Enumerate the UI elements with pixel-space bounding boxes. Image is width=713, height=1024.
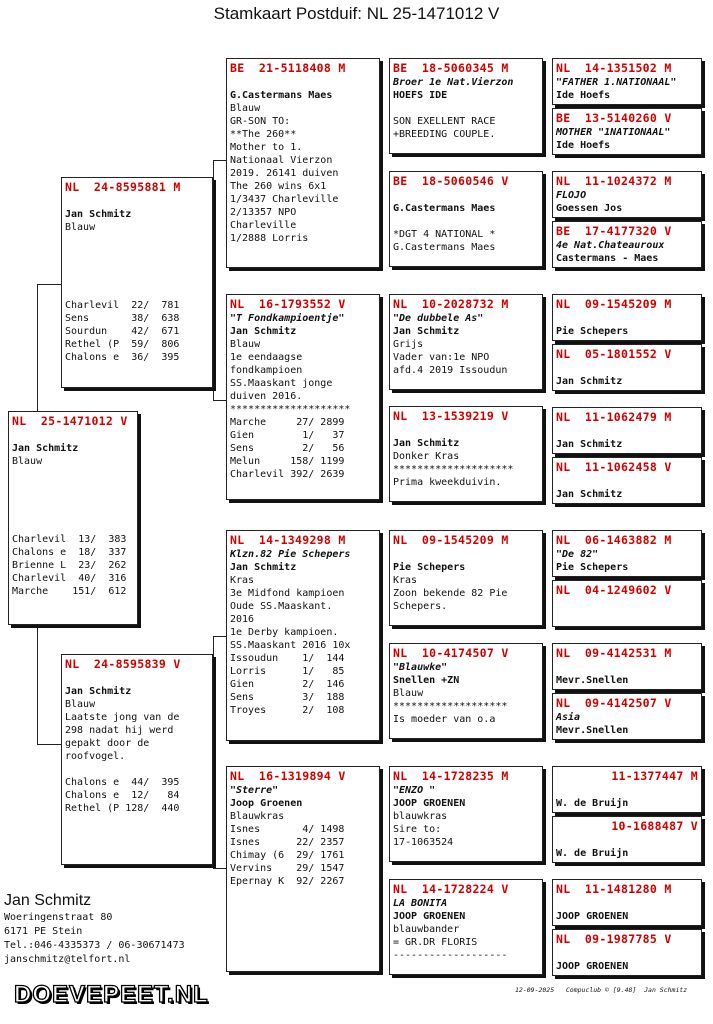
info-line — [393, 548, 539, 561]
ring-number: BE 17-4177320 V — [556, 224, 672, 238]
info-line: 2016 — [230, 614, 255, 625]
breeder-name: JOOP GROENEN — [556, 911, 629, 922]
pedigree-card-mmf[interactable] — [389, 766, 543, 862]
pedigree-card-gen4[interactable] — [552, 221, 702, 268]
pigeon-nickname: "T Fondkampioentje" — [230, 313, 345, 324]
owner-city: 6171 PE Stein — [4, 926, 83, 937]
ring-number: BE 18-5060546 V — [393, 174, 509, 188]
info-line — [556, 834, 698, 847]
info-line: Blauw — [230, 339, 261, 350]
ring-number: NL 11-1062458 V — [556, 460, 672, 474]
info-line: SON EXELLENT RACE — [393, 116, 496, 127]
ring-number: NL 09-1545209 M — [393, 533, 509, 547]
ring-number: BE 18-5060345 M — [393, 61, 509, 75]
pedigree-card-mfm[interactable] — [389, 643, 543, 739]
ring-number: NL 09-4142507 V — [556, 696, 672, 710]
info-line: Chimay (6 29/ 1761 — [230, 850, 345, 861]
breeder-name: W. de Bruijn — [556, 848, 629, 859]
footer-credit: 12-09-2025 Compuclub © [9.48] Jan Schmitz — [515, 986, 688, 994]
info-line: Mother to 1. — [230, 142, 303, 153]
info-line: duiven 2016. — [230, 391, 303, 402]
breeder-name: Jan Schmitz — [556, 439, 623, 450]
breeder-name: Ide Hoefs — [556, 90, 611, 101]
pedigree-card-mff[interactable] — [389, 530, 543, 626]
breeder-name: Jan Schmitz — [230, 326, 297, 337]
connector-line — [213, 400, 226, 401]
info-line: Schepers. — [393, 601, 448, 612]
info-line: Isnes 4/ 1498 — [230, 824, 345, 835]
info-line: 1e Derby kampioen. — [230, 627, 339, 638]
breeder-name: JOOP GROENEN — [393, 911, 466, 922]
info-line: blauwbander — [393, 924, 460, 935]
owner-name: Jan Schmitz — [4, 892, 92, 909]
pedigree-card-mother[interactable] — [61, 654, 213, 865]
pedigree-card-mmm[interactable] — [389, 879, 543, 975]
pigeon-nickname: Broer 1e Nat.Vierzon — [393, 77, 514, 88]
pedigree-card-gen4[interactable] — [552, 344, 702, 391]
info-line: Charlevil 22/ 781 — [65, 300, 180, 311]
info-line — [393, 102, 539, 115]
info-line: 1e eendaagse — [230, 352, 303, 363]
pigeon-nickname: "De dubbele As" — [393, 313, 484, 324]
ring-number: NL 11-1062479 M — [556, 410, 672, 424]
breeder-name: G.Castermans Maes — [393, 203, 496, 214]
info-line — [393, 215, 539, 228]
pedigree-card-gen4[interactable] — [552, 294, 702, 341]
ring-number: NL 06-1463882 M — [556, 533, 672, 547]
info-line — [556, 947, 698, 960]
info-line: ------------------- — [393, 950, 508, 961]
pigeon-nickname: FLOJO — [556, 190, 587, 201]
breeder-name: HOEFS IDE — [393, 90, 448, 101]
owner-phone: Tel.:046-4335373 / 06-30671473 — [4, 940, 185, 951]
info-line: Nationaal Vierzon — [230, 155, 333, 166]
connector-line — [213, 160, 214, 400]
breeder-name: W. de Bruijn — [556, 798, 629, 809]
pedigree-card-fff[interactable] — [389, 58, 543, 154]
breeder-name: G.Castermans Maes — [230, 90, 333, 101]
ring-number: NL 04-1249602 V — [556, 583, 672, 597]
site-logo: DOEVEPEET.NL — [14, 981, 209, 1008]
info-line — [393, 424, 539, 437]
owner-email: janschmitz@telfort.nl — [4, 954, 131, 965]
pedigree-card-gen4[interactable] — [552, 643, 702, 690]
info-line: Vader van:1e NPO — [393, 352, 490, 363]
ring-number: NL 16-1319894 V — [230, 769, 346, 783]
ring-number: NL 14-1728224 V — [393, 882, 509, 896]
pigeon-nickname: MOTHER "1NATIONAAL" — [556, 127, 671, 138]
breeder-name: Jan Schmitz — [393, 326, 460, 337]
ring-number: NL 14-1351502 M — [556, 61, 672, 75]
info-line — [556, 425, 698, 438]
breeder-name: Jan Schmitz — [393, 438, 460, 449]
pigeon-nickname: "ENZO " — [393, 785, 436, 796]
info-line: afd.4 2019 Issoudun — [393, 365, 508, 376]
ring-number: NL 24-8595839 V — [65, 657, 181, 671]
info-line: Sens 38/ 638 — [65, 313, 180, 324]
info-line: Rethel (P 59/ 806 — [65, 339, 180, 350]
info-line: +BREEDING COUPLE. — [393, 129, 496, 140]
breeder-name: Jan Schmitz — [12, 443, 79, 454]
breeder-name: Pie Schepers — [556, 562, 629, 573]
pedigree-card-gen4[interactable] — [552, 816, 702, 863]
info-line — [12, 520, 134, 533]
info-line — [556, 312, 698, 325]
pigeon-nickname: "Blauwke" — [393, 662, 448, 673]
ring-number: NL 09-1545209 M — [556, 297, 672, 311]
info-line: GR-SON TO: — [230, 116, 291, 127]
info-line: roofvogel. — [65, 751, 126, 762]
info-line: ******************* — [393, 701, 508, 712]
info-line — [230, 76, 376, 89]
info-line — [65, 672, 209, 685]
info-line — [393, 189, 539, 202]
breeder-name: Jan Schmitz — [556, 489, 623, 500]
ring-number: NL 14-1728235 M — [393, 769, 509, 783]
connector-line — [213, 636, 214, 868]
info-line: Zoon bekende 82 Pie — [393, 588, 508, 599]
info-line — [65, 247, 209, 260]
ring-number: 11-1377447 M — [611, 769, 698, 783]
info-line: Chalons e 12/ 84 — [65, 790, 180, 801]
pedigree-card-gen4[interactable] — [552, 407, 702, 454]
info-line: Blauw — [65, 222, 96, 233]
info-line: Is moeder van o.a — [393, 714, 496, 725]
info-line: ******************** — [230, 404, 351, 415]
info-line: 1/2888 Lorris — [230, 233, 309, 244]
pedigree-card-ffm[interactable] — [389, 171, 543, 267]
info-line: 1/3437 Charleville — [230, 194, 339, 205]
info-line: *DGT 4 NATIONAL * — [393, 229, 496, 240]
info-line — [65, 286, 209, 299]
info-line: Marche 151/ 612 — [12, 586, 127, 597]
info-line: Lorris 1/ 85 — [230, 666, 345, 677]
connector-line — [37, 744, 61, 745]
breeder-name: Castermans - Maes — [556, 253, 659, 264]
info-line — [65, 260, 209, 273]
connector-line — [213, 160, 226, 161]
ring-number: BE 13-5140260 V — [556, 111, 672, 125]
ring-number: NL 24-8595881 M — [65, 180, 181, 194]
pedigree-card-fmm[interactable] — [389, 406, 543, 502]
info-line: Sens 3/ 188 — [230, 692, 345, 703]
info-line — [65, 195, 209, 208]
ring-number: NL 09-1987785 V — [556, 932, 672, 946]
pigeon-nickname: "Sterre" — [230, 785, 279, 796]
info-line: = GR.DR FLORIS — [393, 937, 478, 948]
info-line — [12, 429, 134, 442]
info-line: fondkampioen — [230, 365, 303, 376]
breeder-name: Ide Hoefs — [556, 140, 611, 151]
breeder-name: Jan Schmitz — [65, 209, 132, 220]
breeder-name: Jan Schmitz — [65, 686, 132, 697]
pedigree-card-gen4[interactable] — [552, 457, 702, 504]
connector-line — [37, 284, 61, 285]
info-line — [12, 468, 134, 481]
info-line: 298 nadat hij werd — [65, 725, 174, 736]
info-line — [556, 362, 698, 375]
info-line: Oude SS.Maaskant. — [230, 601, 333, 612]
breeder-name: Goessen Jos — [556, 203, 623, 214]
info-line: Charleville — [230, 220, 297, 231]
info-line: Blauw — [65, 699, 96, 710]
info-line — [556, 897, 698, 910]
ring-number: 10-1688487 V — [611, 819, 698, 833]
info-line — [65, 273, 209, 286]
breeder-name: Jan Schmitz — [230, 562, 297, 573]
info-line — [556, 475, 698, 488]
info-line: Isnes 22/ 2357 — [230, 837, 345, 848]
page-title: Stamkaart Postduif: NL 25-1471012 V — [213, 4, 500, 23]
info-line: Sire to: — [393, 824, 442, 835]
info-line: Sens 2/ 56 — [230, 443, 345, 454]
pedigree-card-root[interactable] — [8, 411, 138, 625]
info-line: Epernay K 92/ 2267 — [230, 876, 345, 887]
pigeon-nickname: LA BONITA — [393, 898, 448, 909]
info-line: Troyes 2/ 108 — [230, 705, 345, 716]
info-line — [12, 507, 134, 520]
info-line: 3e Midfond kampioen — [230, 588, 345, 599]
breeder-name: JOOP GROENEN — [556, 961, 629, 972]
pedigree-card-gen4[interactable] — [552, 530, 702, 577]
info-line — [12, 494, 134, 507]
info-line — [556, 611, 698, 624]
connector-line — [213, 636, 226, 637]
info-line — [556, 784, 698, 797]
info-line: gepakt door de — [65, 738, 150, 749]
info-line — [556, 661, 698, 674]
breeder-name: Jan Schmitz — [556, 376, 623, 387]
info-line: Melun 158/ 1199 — [230, 456, 345, 467]
info-line: 17-1063524 — [393, 837, 454, 848]
info-line: Charlevil 13/ 383 — [12, 534, 127, 545]
breeder-name: Mevr.Snellen — [556, 675, 629, 686]
pedigree-card-father-mother[interactable] — [226, 294, 380, 500]
ring-number: NL 09-4142531 M — [556, 646, 672, 660]
info-line: Brienne L 23/ 262 — [12, 560, 127, 571]
info-line: Charlevil 40/ 316 — [12, 573, 127, 584]
info-line: G.Castermans Maes — [393, 242, 496, 253]
ring-number: NL 13-1539219 V — [393, 409, 509, 423]
info-line: Sourdun 42/ 671 — [65, 326, 180, 337]
pedigree-card-gen4[interactable] — [552, 879, 702, 926]
pedigree-card-gen4[interactable] — [552, 693, 702, 740]
breeder-name: Mevr.Snellen — [556, 725, 629, 736]
info-line: Marche 27/ 2899 — [230, 417, 345, 428]
info-line: Rethel (P 128/ 440 — [65, 803, 180, 814]
info-line — [12, 481, 134, 494]
info-line: Blauw — [12, 456, 43, 467]
pedigree-card-mother-mother[interactable] — [226, 766, 380, 972]
info-line: Gien 2/ 146 — [230, 679, 345, 690]
breeder-name: Joop Groenen — [230, 798, 303, 809]
connector-line — [213, 868, 226, 869]
pigeon-nickname: Klzn.82 Pie Schepers — [230, 549, 351, 560]
ring-number: NL 10-4174507 V — [393, 646, 509, 660]
info-line: Issoudun 1/ 144 — [230, 653, 345, 664]
info-line: Blauw — [230, 103, 261, 114]
info-line: Charlevil 392/ 2639 — [230, 469, 345, 480]
info-line: 2019. 26141 duiven — [230, 168, 339, 179]
ring-number: NL 25-1471012 V — [12, 414, 128, 428]
info-line: Laatste jong van de — [65, 712, 180, 723]
pedigree-card-gen4[interactable] — [552, 108, 702, 155]
pedigree-card-gen4[interactable] — [552, 766, 702, 813]
info-line: Grijs — [393, 339, 424, 350]
owner-street: Woeringenstraat 80 — [4, 912, 113, 923]
info-line — [65, 234, 209, 247]
pedigree-card-father-father[interactable] — [226, 58, 380, 268]
info-line: Chalons e 36/ 395 — [65, 352, 180, 363]
owner-info — [4, 891, 185, 967]
pedigree-card-gen4[interactable] — [552, 929, 702, 976]
info-line: ******************** — [393, 464, 514, 475]
info-line: The 260 wins 6x1 — [230, 181, 327, 192]
info-line — [556, 598, 698, 611]
pedigree-card-mother-father[interactable] — [226, 530, 380, 741]
info-line: 2/13357 NPO — [230, 207, 297, 218]
pedigree-card-gen4[interactable] — [552, 580, 702, 627]
pigeon-nickname: "FATHER 1.NATIONAAL" — [556, 77, 677, 88]
pigeon-nickname: 4e Nat.Chateauroux — [556, 240, 665, 251]
info-line: SS.Maaskant 2016 10x — [230, 640, 351, 651]
pigeon-nickname: Asia — [556, 712, 581, 723]
info-line: Prima kweekduivin. — [393, 477, 502, 488]
ring-number: NL 11-1481280 M — [556, 882, 672, 896]
info-line: Kras — [393, 575, 418, 586]
info-line: Blauwkras — [230, 811, 285, 822]
ring-number: NL 05-1801552 V — [556, 347, 672, 361]
ring-number: NL 11-1024372 M — [556, 174, 672, 188]
ring-number: NL 16-1793552 V — [230, 297, 346, 311]
ring-number: NL 14-1349298 M — [230, 533, 346, 547]
ring-number: BE 21-5118408 M — [230, 61, 346, 75]
info-line: SS.Maaskant jonge — [230, 378, 333, 389]
info-line: Chalons e 18/ 337 — [12, 547, 127, 558]
pigeon-nickname: "De 82" — [556, 549, 599, 560]
pedigree-card-gen4[interactable] — [552, 58, 702, 105]
breeder-name: Pie Schepers — [556, 326, 629, 337]
breeder-name: Snellen +ZN — [393, 675, 460, 686]
pedigree-card-father[interactable] — [61, 177, 213, 388]
info-line: Kras — [230, 575, 255, 586]
ring-number: NL 10-2028732 M — [393, 297, 509, 311]
pedigree-card-fmf[interactable] — [389, 294, 543, 390]
info-line: Chalons e 44/ 395 — [65, 777, 180, 788]
breeder-name: Pie Schepers — [393, 562, 466, 573]
info-line: Blauw — [393, 688, 424, 699]
info-line: Donker Kras — [393, 451, 460, 462]
info-line: blauwkras — [393, 811, 448, 822]
info-line: **The 260** — [230, 129, 297, 140]
pedigree-card-gen4[interactable] — [552, 171, 702, 218]
info-line: Vervins 29/ 1547 — [230, 863, 345, 874]
info-line: Gien 1/ 37 — [230, 430, 345, 441]
info-line — [65, 763, 209, 776]
breeder-name: JOOP GROENEN — [393, 798, 466, 809]
